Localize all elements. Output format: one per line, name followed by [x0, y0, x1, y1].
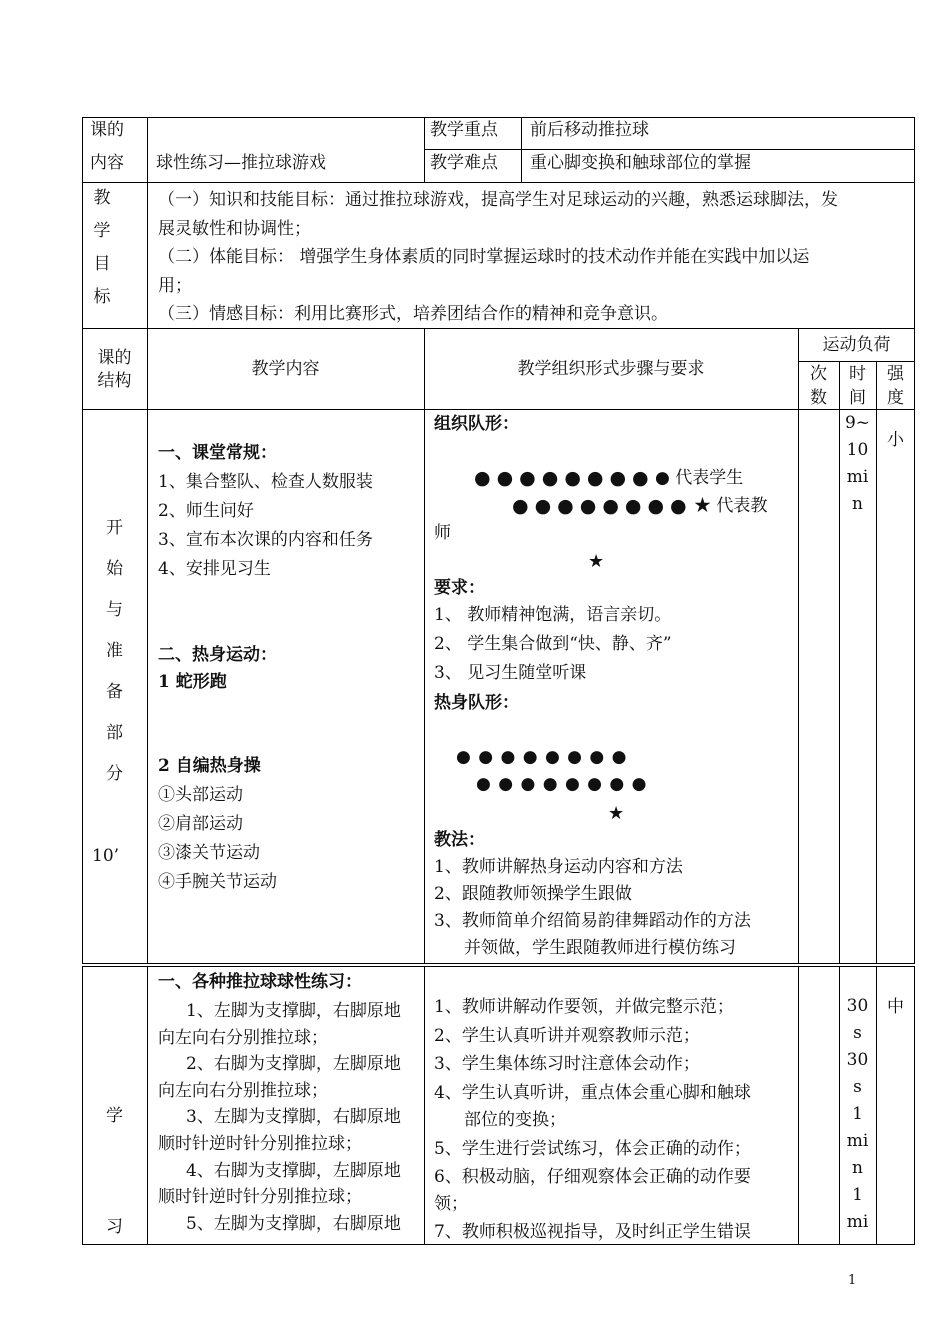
section2-structure-2: 习 [106, 1217, 123, 1237]
method-title: 教法： [434, 830, 485, 850]
section1-intensity: 小 [887, 430, 904, 450]
section2-org-3: 3、学生集体练习时注意体会动作； [434, 1054, 700, 1074]
difficulty-label: 教学难点 [430, 153, 498, 173]
warmup-sub-1: 1 蛇形跑 [158, 672, 227, 692]
course-content: 球性练习—推拉球游戏 [156, 153, 326, 173]
warmup-item-2: ②肩部运动 [158, 814, 243, 834]
header-load: 运动负荷 [822, 335, 891, 355]
routine-item-2: 2、师生问好 [158, 501, 254, 521]
section2-line-2: 向左向右分别推拉球； [158, 1028, 328, 1048]
method-3: 3、教师简单介绍简易韵律舞蹈动作的方法 [434, 911, 751, 931]
warmup-star: ★ [608, 803, 625, 824]
header-time: 时 间 [849, 364, 866, 408]
difficulty: 重心脚变换和触球部位的掌握 [530, 153, 751, 173]
section2-line-5: 3、左脚为支撑脚，右脚原地 [186, 1107, 401, 1127]
warmup-item-3: ③漆关节运动 [158, 843, 260, 863]
key-point: 前后移动推拉球 [530, 120, 649, 140]
requirement-1: 1、 教师精神饱满，语言亲切。 [434, 605, 672, 625]
section2-org-7: 6、积极动脑，仔细观察体会正确的动作要 [434, 1167, 751, 1187]
warmup-formation-title: 热身队形： [434, 693, 519, 713]
routine-item-4: 4、安排见习生 [158, 559, 271, 579]
formation-row-1: ●●●●●●●● [474, 467, 655, 489]
section1-structure: 开 始 与 准 备 部 分 [106, 518, 123, 784]
section2-org-4: 4、学生认真听讲，重点体会重心脚和触球 [434, 1083, 751, 1103]
header-organization: 教学组织形式步骤与要求 [517, 359, 705, 379]
objective-2: （二）体能目标： 增强学生身体素质的同时掌握运球时的技术动作并能在实践中加以运 [158, 247, 810, 267]
section2-heading: 一、各种推拉球球性练习： [158, 972, 362, 992]
section2-line-9: 5、左脚为支撑脚，右脚原地 [186, 1214, 401, 1234]
warmup-sub-2: 2 自编热身操 [158, 756, 261, 776]
requirement-2: 2、 学生集合做到“快、静、齐” [434, 634, 672, 654]
warmup-item-4: ④手腕关节运动 [158, 872, 277, 892]
section2-org-6: 5、学生进行尝试练习，体会正确的动作； [434, 1139, 751, 1159]
header-times: 次 数 [810, 364, 827, 408]
section2-line-7: 4、右脚为支撑脚，左脚原地 [186, 1161, 401, 1181]
section2-line-1: 1、左脚为支撑脚，右脚原地 [186, 1001, 401, 1021]
section1-duration: 10’ [92, 846, 120, 866]
legend-teacher: ★ 代表教 [694, 496, 768, 516]
objective-1b: 展灵敏性和协调性； [158, 219, 311, 239]
routine-item-3: 3、宣布本次课的内容和任务 [158, 530, 373, 550]
section2-intensity: 中 [887, 997, 904, 1017]
course-label-line2: 内容 [90, 153, 124, 173]
formation-row-2: ●●●●●●●● [512, 495, 693, 517]
requirements-title: 要求： [434, 578, 485, 598]
page-number: 1 [848, 1273, 857, 1288]
section2-line-8: 顺时针逆时针分别推拉球； [158, 1187, 362, 1207]
section2-org-2: 2、学生认真听讲并观察教师示范； [434, 1026, 700, 1046]
section2-org-1: 1、教师讲解动作要领，并做完整示范； [434, 997, 734, 1017]
course-label-line1: 课的 [90, 120, 124, 140]
objectives-label: 教 学 目 标 [93, 188, 111, 307]
section2-line-4: 向左向右分别推拉球； [158, 1081, 328, 1101]
warmup-item-1: ①头部运动 [158, 785, 243, 805]
legend-teacher-tail: 师 [434, 523, 451, 543]
section2-structure-1: 学 [106, 1106, 123, 1126]
method-2: 2、跟随教师领操学生跟做 [434, 884, 632, 904]
warmup-heading: 二、热身运动： [158, 645, 277, 665]
section2-time: 30 s 30 s 1 mi n 1 mi [846, 996, 869, 1232]
section2-line-3: 2、右脚为支撑脚，左脚原地 [186, 1054, 401, 1074]
warmup-row-2: ● ● ● ● ● ● ● ● [476, 774, 648, 794]
header-structure-2: 结构 [97, 371, 132, 391]
key-point-label: 教学重点 [430, 120, 498, 140]
header-intensity: 强 度 [887, 364, 904, 408]
objective-1: （一）知识和技能目标：通过推拉球游戏，提高学生对足球运动的兴趣，熟悉运球脚法，发 [158, 190, 838, 210]
method-3b: 并领做，学生跟随教师进行模仿练习 [464, 938, 736, 958]
routine-heading: 一、课堂常规： [158, 443, 277, 463]
objective-2b: 用； [158, 276, 192, 296]
header-content: 教学内容 [251, 359, 320, 379]
legend-student: ● 代表学生 [655, 468, 744, 488]
warmup-row-1: ● ● ● ● ● ● ● ● [456, 747, 628, 767]
requirement-3: 3、 见习生随堂听课 [434, 663, 587, 683]
section2-org-5: 部位的变换； [464, 1110, 566, 1130]
section2-org-9: 7、教师积极巡视指导，及时纠正学生错误 [434, 1222, 751, 1242]
section2-org-8: 领； [434, 1194, 468, 1214]
formation-title: 组织队形： [434, 414, 519, 434]
section1-time: 9~ 10 mi n [844, 413, 871, 514]
section2-line-6: 顺时针逆时针分别推拉球； [158, 1134, 362, 1154]
objective-3: （三）情感目标：利用比赛形式，培养团结合作的精神和竞争意识。 [158, 304, 668, 324]
header-structure-1: 课的 [97, 348, 132, 368]
teacher-star: ★ [588, 551, 605, 572]
routine-item-1: 1、集合整队、检查人数服装 [158, 472, 373, 492]
method-1: 1、教师讲解热身运动内容和方法 [434, 857, 683, 877]
